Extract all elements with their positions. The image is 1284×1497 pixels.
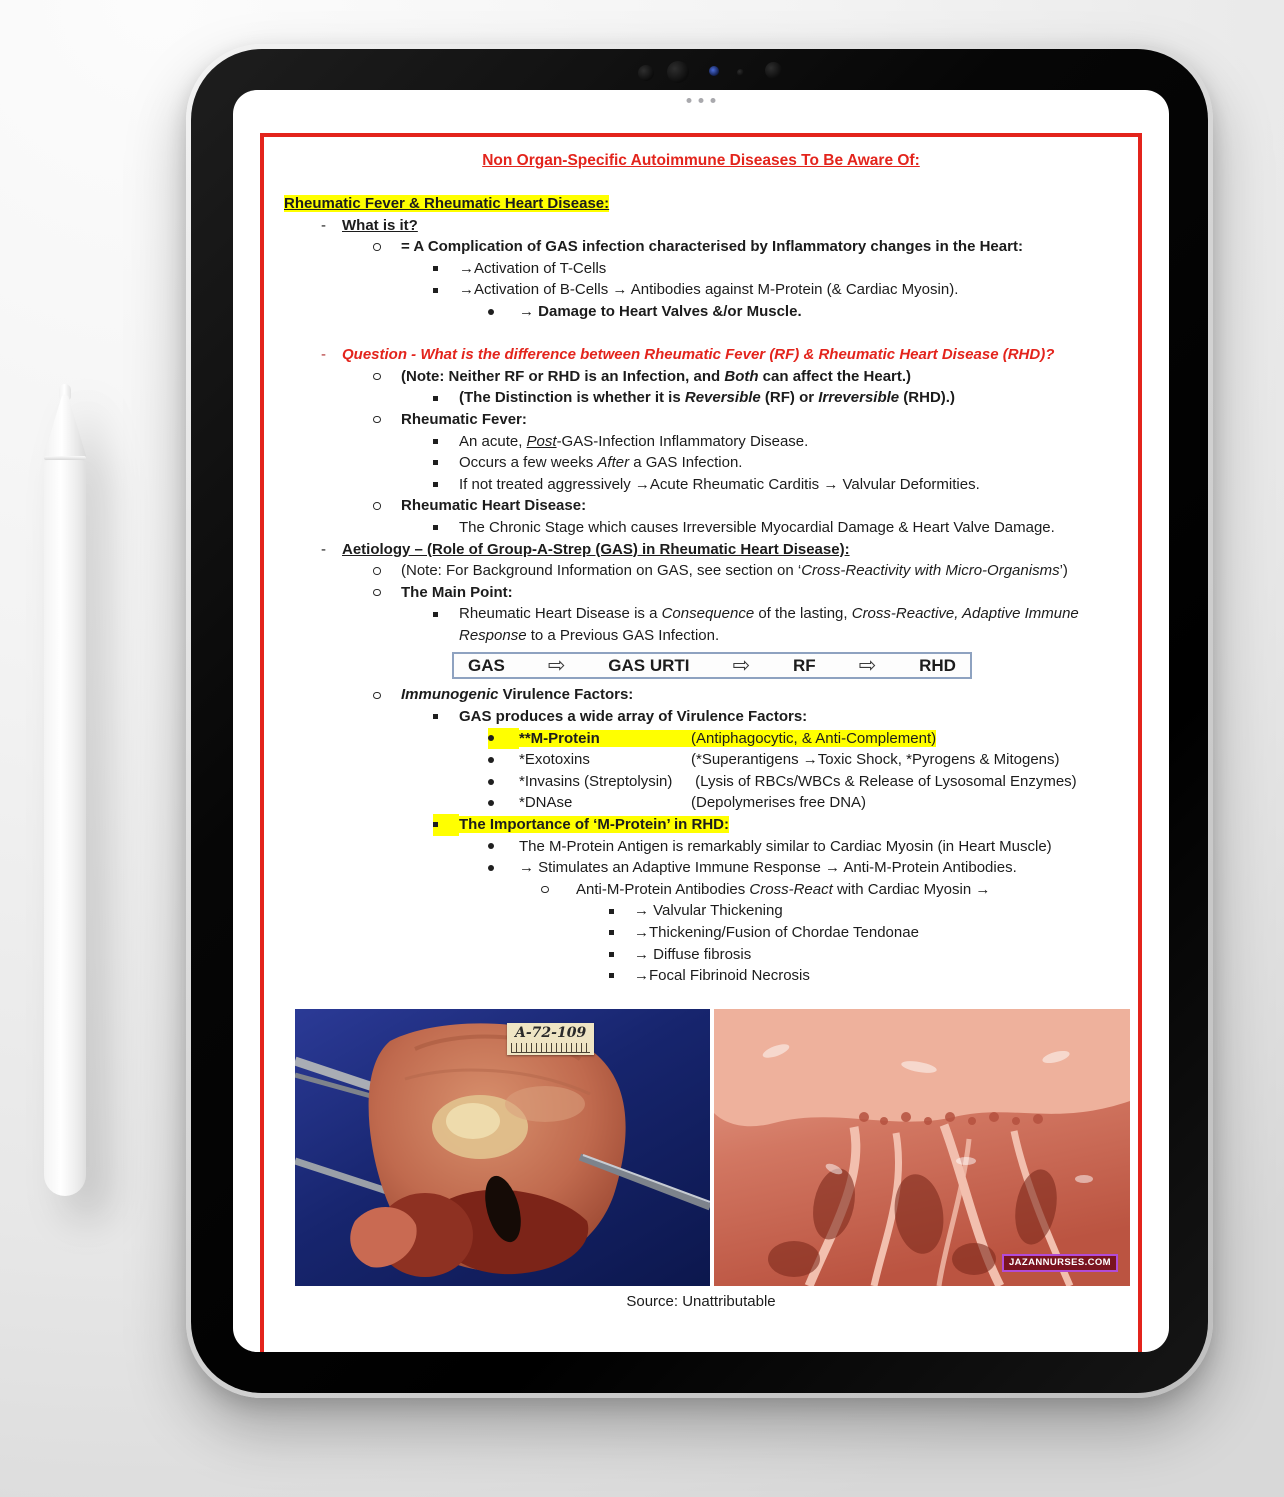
bullet-sq-icon: [433, 279, 459, 301]
note-line: → Valvular Thickening: [264, 900, 1138, 922]
bullet-disc-icon: [488, 301, 519, 323]
note-line: (The Distinction is whether it is Reversible (RF) or Irreversible (RHD).): [264, 387, 1138, 409]
multitask-indicator-icon[interactable]: [687, 98, 716, 103]
note-line: *Invasins (Streptolysin) (Lysis of RBCs/WBCs & Release of Lysosomal Enzymes): [264, 771, 1138, 793]
note-line: GAS produces a wide array of Virulence Factors:: [264, 706, 1138, 728]
note-line: The Main Point:: [264, 582, 1138, 604]
note-line: **M-Protein (Antiphagocytic, & Anti-Complement): [264, 728, 1138, 750]
note-line: The M-Protein Antigen is remarkably similar to Cardiac Myosin (in Heart Muscle): [264, 836, 1138, 858]
bullet-sq-icon: [433, 706, 459, 728]
note-line: *DNAse (Depolymerises free DNA): [264, 792, 1138, 814]
note-line: (Note: Neither RF or RHD is an Infection, and Both can affect the Heart.): [264, 366, 1138, 388]
note-line: If not treated aggressively →Acute Rheumatic Carditis → Valvular Deformities.: [264, 474, 1138, 496]
note-line: Rheumatic Fever & Rheumatic Heart Disease:: [284, 195, 610, 212]
note-line: (Note: For Background Information on GAS, see section on ‘Cross-Reactivity with Micro-Organisms’): [264, 560, 1138, 582]
bullet-disc-icon: [488, 749, 519, 771]
note-line: →Activation of T-Cells: [264, 258, 1138, 280]
document-body: [264, 193, 1138, 987]
bullet-o-icon: [373, 582, 401, 604]
note-line: The Importance of ‘M-Protein’ in RHD:: [264, 814, 1138, 836]
front-camera-icon: [765, 62, 782, 79]
flow-arrow-icon: ⇨: [547, 653, 566, 678]
bullet-o-icon: [541, 879, 576, 901]
document-title: Non Organ-Specific Autoimmune Diseases To Be Aware Of:: [482, 152, 920, 169]
bullet-sq-icon: [609, 944, 634, 966]
pathology-photo-left: [295, 1009, 710, 1286]
bullet-sq-icon: [433, 474, 459, 496]
note-line: Occurs a few weeks After a GAS Infection.: [264, 452, 1138, 474]
flow-step: GAS: [468, 655, 505, 675]
note-line: - Question - What is the difference between Rheumatic Fever (RF) & Rheumatic Heart Disease (RHD)?: [264, 344, 1138, 366]
valve-chordae-illustration: [714, 1009, 1130, 1286]
bullet-sq-icon: [433, 452, 459, 474]
bullet-disc-icon: [488, 792, 519, 814]
bullet-o-icon: [373, 684, 401, 706]
bullet-disc-icon: [488, 728, 519, 750]
heart-specimen-illustration: [295, 1009, 710, 1286]
gas-progression-diagram: [452, 652, 972, 679]
watermark-badge: JAZANNURSES.COM: [1002, 1254, 1118, 1272]
note-line: → Stimulates an Adaptive Immune Response → Anti-M-Protein Antibodies.: [264, 857, 1138, 879]
bullet-dash-icon: [321, 344, 342, 366]
note-line: Anti-M-Protein Antibodies Cross-React with Cardiac Myosin →: [264, 879, 1138, 901]
bullet-o-icon: [373, 366, 401, 388]
pathology-photo-right: [714, 1009, 1130, 1286]
bullet-dash-icon: [321, 539, 342, 561]
note-line: →Focal Fibrinoid Necrosis: [264, 965, 1138, 987]
note-line: Rheumatic Fever:: [264, 409, 1138, 431]
bullet-disc-icon: [488, 771, 519, 793]
flow-arrow-icon: ⇨: [732, 653, 751, 678]
bullet-disc-icon: [488, 857, 519, 879]
specimen-label: [507, 1023, 594, 1055]
figure-caption: Source: Unattributable: [626, 1292, 776, 1310]
front-camera-icon: [667, 61, 689, 83]
note-line: → Diffuse fibrosis: [264, 944, 1138, 966]
bullet-o-icon: [373, 236, 401, 258]
tablet-frame: [186, 44, 1213, 1398]
note-line: An acute, Post-GAS-Infection Inflammatory Disease.: [264, 431, 1138, 453]
note-line: →Thickening/Fusion of Chordae Tendonae: [264, 922, 1138, 944]
bullet-o-icon: [373, 560, 401, 582]
note-line: Immunogenic Virulence Factors:: [264, 684, 1138, 706]
bullet-sq-icon: [609, 922, 634, 944]
flow-arrow-icon: ⇨: [858, 653, 877, 678]
camera-sensor-icon: [737, 69, 744, 76]
camera-lens-icon: [709, 66, 719, 76]
bullet-sq-icon: [433, 814, 459, 836]
note-line: →Activation of B-Cells → Antibodies against M-Protein (& Cardiac Myosin).: [264, 279, 1138, 301]
note-line: *Exotoxins (*Superantigens →Toxic Shock, *Pyrogens & Mitogens): [264, 749, 1138, 771]
pencil-body: [44, 460, 86, 1196]
bullet-sq-icon: [609, 900, 634, 922]
bullet-o-icon: [373, 409, 401, 431]
blank-line: [264, 323, 1138, 345]
bullet-sq-icon: [433, 258, 459, 280]
note-line: Rheumatic Heart Disease is a Consequence of the lasting, Cross-Reactive, Adaptive Immune: [264, 603, 1138, 625]
apple-pencil: [44, 384, 86, 1196]
bullet-sq-icon: [433, 431, 459, 453]
bullet-dash-icon: [321, 215, 342, 237]
flow-step: RF: [792, 655, 816, 675]
note-line: = A Complication of GAS infection characterised by Inflammatory changes in the Heart:: [264, 236, 1138, 258]
specimen-label-text: A-72-109: [515, 1024, 587, 1041]
bullet-sq-icon: [433, 517, 459, 539]
note-line: - What is it?: [264, 215, 1138, 237]
front-camera-icon: [638, 65, 654, 81]
note-line: Response to a Previous GAS Infection.: [459, 626, 720, 644]
pencil-cone: [44, 394, 86, 458]
note-line: Rheumatic Heart Disease:: [264, 495, 1138, 517]
figure-row: [295, 1009, 1138, 1286]
specimen-ruler-icon: [511, 1043, 590, 1053]
flow-step: RHD: [919, 655, 956, 675]
note-line: The Chronic Stage which causes Irreversible Myocardial Damage & Heart Valve Damage.: [264, 517, 1138, 539]
flow-step: GAS URTI: [608, 655, 690, 675]
bullet-disc-icon: [488, 836, 519, 858]
tablet-screen[interactable]: [233, 90, 1169, 1352]
bullet-sq-icon: [609, 965, 634, 987]
document-page[interactable]: [260, 133, 1142, 1352]
bullet-sq-icon: [433, 387, 459, 409]
bullet-sq-icon: [433, 603, 459, 625]
bullet-o-icon: [373, 495, 401, 517]
note-line: → Damage to Heart Valves &/or Muscle.: [264, 301, 1138, 323]
tablet-bezel: [191, 49, 1208, 1393]
note-line: - Aetiology – (Role of Group-A-Strep (GAS) in Rheumatic Heart Disease):: [264, 539, 1138, 561]
